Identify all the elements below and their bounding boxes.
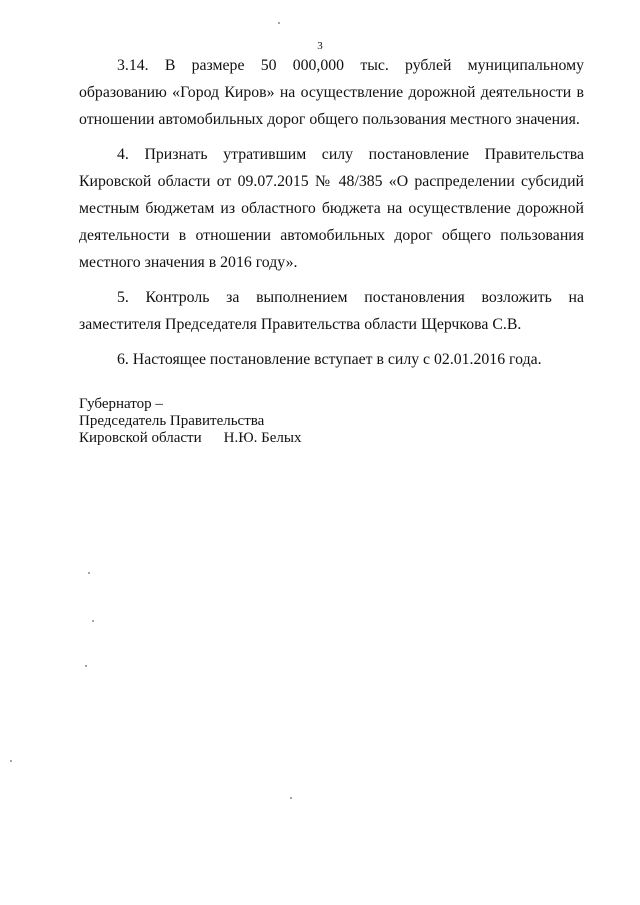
signature-title-line1: Губернатор – xyxy=(79,396,163,412)
signature-title-line2: Председатель Правительства xyxy=(79,413,265,429)
paragraph-3-14: 3.14. В размере 50 000,000 тыс. рублей муниципальному образованию «Город Киров» на осуществление дорожной деятельности в отношении автомобильных дорог общего пользования местного значения. xyxy=(79,57,584,128)
paragraph-5: 5. Контроль за выполнением постановления возложить на заместителя Председателя Правительства области Щерчкова С.В. xyxy=(79,289,584,333)
scan-speck xyxy=(10,760,12,762)
decree-body xyxy=(79,52,584,381)
signature-block xyxy=(79,396,301,447)
paragraph-4: 4. Признать утратившим силу постановление Правительства Кировской области от 09.07.2015 № 48/385 «О распределении субсидий местным бюджетам из областного бюджета на осуществление дорожной деятельности в отношении автомобильных дорог общего пользования местного значения в 2016 году». xyxy=(79,146,584,271)
page-number: 3 xyxy=(317,40,323,52)
scan-speck xyxy=(278,22,280,24)
signatory-name: Н.Ю. Белых xyxy=(223,430,302,446)
signature-region: Кировской области xyxy=(79,430,202,446)
signature-title-line3 xyxy=(79,430,301,447)
scan-speck xyxy=(88,572,90,574)
scan-speck xyxy=(290,797,292,799)
scan-speck xyxy=(92,620,94,622)
scan-speck xyxy=(85,665,87,667)
paragraph-6: 6. Настоящее постановление вступает в силу с 02.01.2016 года. xyxy=(117,351,542,368)
